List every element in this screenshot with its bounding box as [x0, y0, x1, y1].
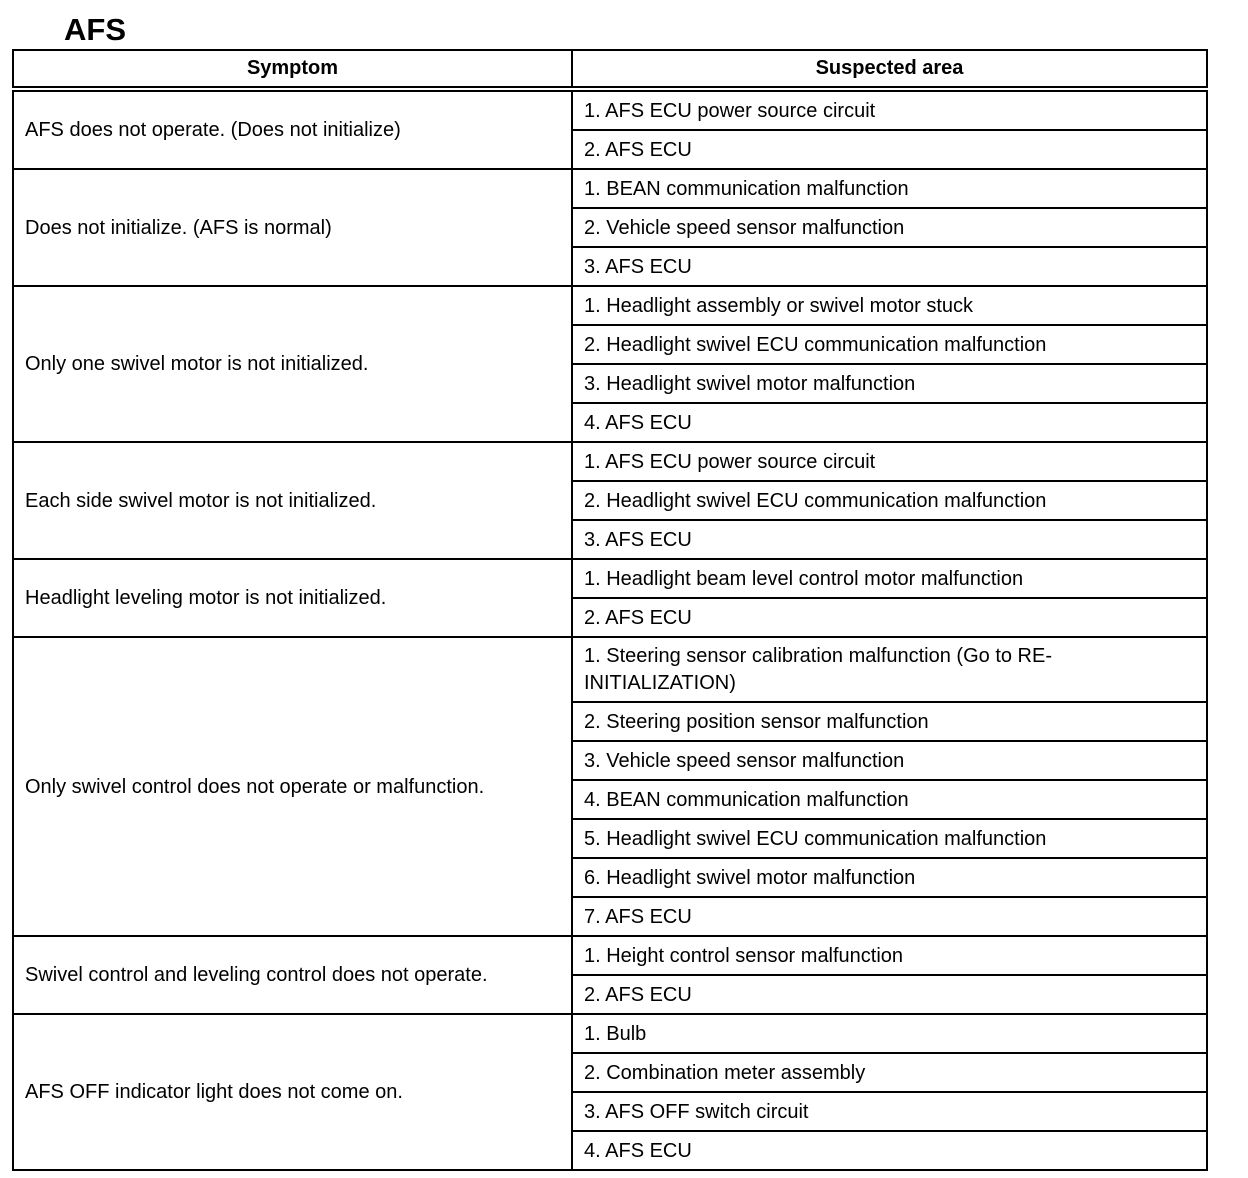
table-row [13, 936, 1207, 975]
suspected-area-cell: 4. BEAN communication malfunction [572, 780, 1207, 819]
suspected-area-cell: 2. Headlight swivel ECU communication malfunction [572, 325, 1207, 364]
column-header-symptom: Symptom [13, 50, 572, 89]
suspected-area-cell: 1. BEAN communication malfunction [572, 169, 1207, 208]
suspected-area-cell: 3. Vehicle speed sensor malfunction [572, 741, 1207, 780]
symptom-cell: Only one swivel motor is not initialized. [13, 286, 572, 442]
suspected-area-cell: 4. AFS ECU [572, 1131, 1207, 1170]
table-header-row [13, 50, 1207, 89]
suspected-area-cell: 1. Steering sensor calibration malfunction (Go to RE-INITIALIZATION) [572, 637, 1207, 702]
suspected-area-cell: 2. Steering position sensor malfunction [572, 702, 1207, 741]
suspected-area-cell: 3. AFS ECU [572, 247, 1207, 286]
suspected-area-cell: 3. AFS OFF switch circuit [572, 1092, 1207, 1131]
symptom-cell: Headlight leveling motor is not initialized. [13, 559, 572, 637]
symptom-cell: Each side swivel motor is not initialized. [13, 442, 572, 559]
page-title: AFS [64, 12, 126, 47]
symptom-cell: AFS does not operate. (Does not initialize) [13, 89, 572, 169]
table-row [13, 442, 1207, 481]
suspected-area-cell: 5. Headlight swivel ECU communication malfunction [572, 819, 1207, 858]
column-header-suspected-area: Suspected area [572, 50, 1207, 89]
table-row [13, 637, 1207, 702]
suspected-area-cell: 3. Headlight swivel motor malfunction [572, 364, 1207, 403]
suspected-area-cell: 2. Vehicle speed sensor malfunction [572, 208, 1207, 247]
symptom-cell: Does not initialize. (AFS is normal) [13, 169, 572, 286]
suspected-area-cell: 6. Headlight swivel motor malfunction [572, 858, 1207, 897]
suspected-area-cell: 1. Bulb [572, 1014, 1207, 1053]
suspected-area-cell: 2. AFS ECU [572, 975, 1207, 1014]
table-row [13, 169, 1207, 208]
suspected-area-cell: 2. Combination meter assembly [572, 1053, 1207, 1092]
symptom-cell: AFS OFF indicator light does not come on. [13, 1014, 572, 1170]
symptom-table [12, 49, 1208, 1171]
suspected-area-cell: 3. AFS ECU [572, 520, 1207, 559]
symptom-cell: Swivel control and leveling control does not operate. [13, 936, 572, 1014]
suspected-area-cell: 1. Headlight assembly or swivel motor stuck [572, 286, 1207, 325]
suspected-area-cell: 2. Headlight swivel ECU communication malfunction [572, 481, 1207, 520]
suspected-area-cell: 1. Height control sensor malfunction [572, 936, 1207, 975]
table-row [13, 1014, 1207, 1053]
table-body [13, 89, 1207, 1170]
suspected-area-cell: 1. AFS ECU power source circuit [572, 442, 1207, 481]
suspected-area-cell: 2. AFS ECU [572, 598, 1207, 637]
table-row [13, 559, 1207, 598]
suspected-area-cell: 4. AFS ECU [572, 403, 1207, 442]
suspected-area-cell: 7. AFS ECU [572, 897, 1207, 936]
table-row [13, 286, 1207, 325]
suspected-area-cell: 1. AFS ECU power source circuit [572, 89, 1207, 130]
symptom-cell: Only swivel control does not operate or malfunction. [13, 637, 572, 936]
table-row [13, 89, 1207, 130]
suspected-area-cell: 2. AFS ECU [572, 130, 1207, 169]
suspected-area-cell: 1. Headlight beam level control motor malfunction [572, 559, 1207, 598]
